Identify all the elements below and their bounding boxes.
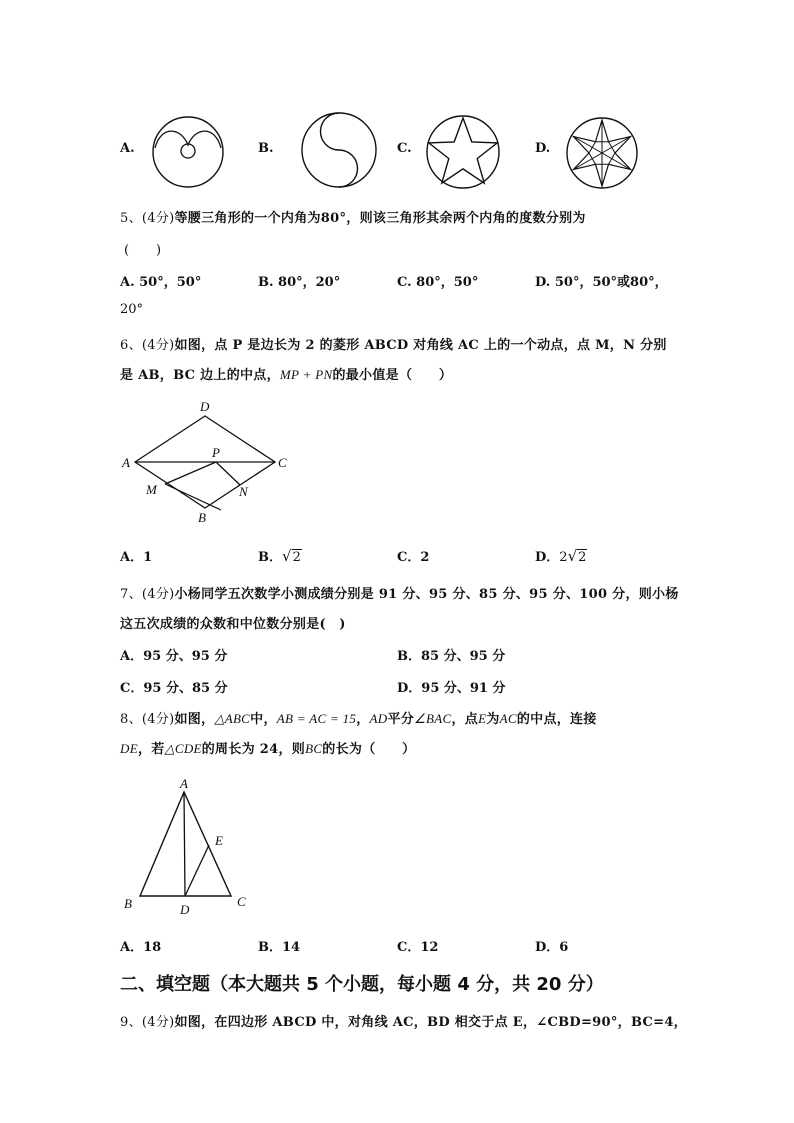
q6-option-a: A．1 — [120, 550, 153, 565]
q6-stem-line1 — [120, 334, 667, 353]
q8-label-b: B — [124, 896, 132, 911]
q5-option-c: C. 80°，50° — [397, 275, 479, 290]
q8-triangle-cde: △CDE — [164, 741, 202, 756]
q6-option-d-coef: 2 — [559, 550, 568, 565]
q6-stem-line2-a: 是 AB，BC 边上的中点， — [120, 368, 280, 383]
q6-number: 6、(4分) — [120, 338, 175, 353]
q5-option-a: A. 50°，50° — [120, 275, 202, 290]
q9-stem-text: 如图，在四边形 ABCD 中，对角线 AC，BD 相交于点 E，∠CBD=90°，BC=4， — [174, 1015, 687, 1030]
q4-option-d-figure — [564, 115, 640, 191]
q7-stem-line2: 这五次成绩的众数和中位数分别是( ) — [120, 617, 346, 632]
q8-l1a: 如图， — [174, 712, 215, 727]
q8-number: 8、(4分) — [120, 712, 175, 727]
q8-l1f: 为 — [486, 712, 500, 727]
q7-option-a: A．95 分、95 分 — [120, 649, 228, 664]
section-title: 二、填空题（本大题共 5 个小题，每小题 4 分，共 20 分） — [120, 974, 604, 995]
q8-l1g: 的中点，连接 — [516, 712, 597, 727]
q8-stem-line1 — [120, 708, 597, 727]
q8-l2c: 的长为（ ） — [322, 742, 416, 757]
q8-de: DE — [120, 741, 138, 756]
q7-option-c: C．95 分、85 分 — [120, 681, 228, 696]
q5-stem-text: 等腰三角形的一个内角为80°，则该三角形其余两个内角的度数分别为 — [174, 211, 586, 226]
sqrt-icon: √ — [282, 547, 292, 565]
q7-stem-line1 — [120, 583, 679, 602]
q8-triangle-figure — [118, 774, 258, 924]
q7-stem-line1-text: 小杨同学五次数学小测成绩分别是 91 分、95 分、85 分、95 分、100 分，则小杨 — [174, 587, 679, 602]
q9-number: 9、(4分) — [120, 1015, 175, 1030]
q8-l2a: ，若 — [137, 742, 165, 757]
q5-option-d: D. 50°，50°或80°， — [535, 275, 668, 290]
sqrt-icon: √ — [567, 547, 578, 565]
q4-option-c-figure — [425, 114, 501, 190]
q8-option-d: D．6 — [535, 940, 569, 955]
q6-label-d: D — [200, 399, 210, 414]
q4-option-a-figure — [151, 115, 227, 191]
q6-option-b — [258, 546, 302, 565]
q6-label-b: B — [198, 510, 206, 525]
q6-option-d-label: D． — [535, 550, 560, 565]
q8-ac: AC — [499, 711, 517, 726]
q6-option-d-radicand: 2 — [578, 550, 587, 565]
q6-stem-line1-text: 如图，点 P 是边长为 2 的菱形 ABCD 对角线 AC 上的一个动点，点 M，N 分别 — [174, 338, 667, 353]
q8-ad: AD — [369, 711, 388, 726]
q8-label-e: E — [215, 833, 223, 848]
q8-option-c: C．12 — [397, 940, 439, 955]
q8-e: E — [478, 711, 487, 726]
q8-bc: BC — [305, 741, 323, 756]
q6-option-b-radicand: 2 — [292, 550, 301, 565]
q4-option-b-figure — [301, 110, 377, 190]
q8-label-d: D — [180, 902, 190, 917]
q8-angle: ∠BAC — [414, 711, 452, 726]
q6-stem-line2 — [120, 364, 452, 383]
q6-label-m: M — [146, 482, 157, 497]
q8-l1c: ， — [356, 712, 370, 727]
q8-label-c: C — [237, 894, 246, 909]
q8-l1e: ，点 — [451, 712, 479, 727]
q8-option-b: B．14 — [258, 940, 301, 955]
q9-stem — [120, 1011, 687, 1030]
q5-option-d-continued: 20° — [120, 302, 144, 317]
q5-option-b: B. 80°，20° — [258, 275, 341, 290]
q8-l2b: 的周长为 24，则 — [201, 742, 306, 757]
q8-option-a: A．18 — [120, 940, 162, 955]
q8-triangle-abc: △ABC — [214, 711, 251, 726]
q8-label-a: A — [180, 776, 188, 791]
q7-option-b: B．85 分、95 分 — [397, 649, 506, 664]
q6-label-a: A — [122, 455, 130, 470]
q6-label-c: C — [278, 455, 287, 470]
q7-option-d: D．95 分、91 分 — [397, 681, 506, 696]
q7-number: 7、(4分) — [120, 587, 175, 602]
q6-label-n: N — [239, 484, 248, 499]
q4-option-a-label: A. — [120, 141, 135, 156]
q4-option-c-label: C. — [397, 141, 412, 156]
q6-option-c: C．2 — [397, 550, 430, 565]
q4-option-d-label: D. — [535, 141, 551, 156]
q6-stem-line2-b: 的最小值是（ ） — [332, 368, 453, 383]
q4-option-b-label: B. — [258, 141, 274, 156]
q8-l1d: 平分 — [387, 712, 415, 727]
q8-equation: AB = AC = 15 — [276, 711, 357, 726]
q8-stem-line2 — [120, 738, 415, 757]
q6-rhombus-figure — [118, 396, 298, 531]
q5-stem — [120, 207, 586, 226]
q6-label-p: P — [212, 445, 220, 460]
q6-expression: MP + PN — [279, 367, 333, 382]
q5-paren: ( ) — [124, 243, 162, 258]
q6-option-d — [535, 546, 587, 565]
q6-option-b-label: B． — [258, 550, 282, 565]
q5-number: 5、(4分) — [120, 211, 175, 226]
q8-l1b: 中， — [250, 712, 277, 727]
